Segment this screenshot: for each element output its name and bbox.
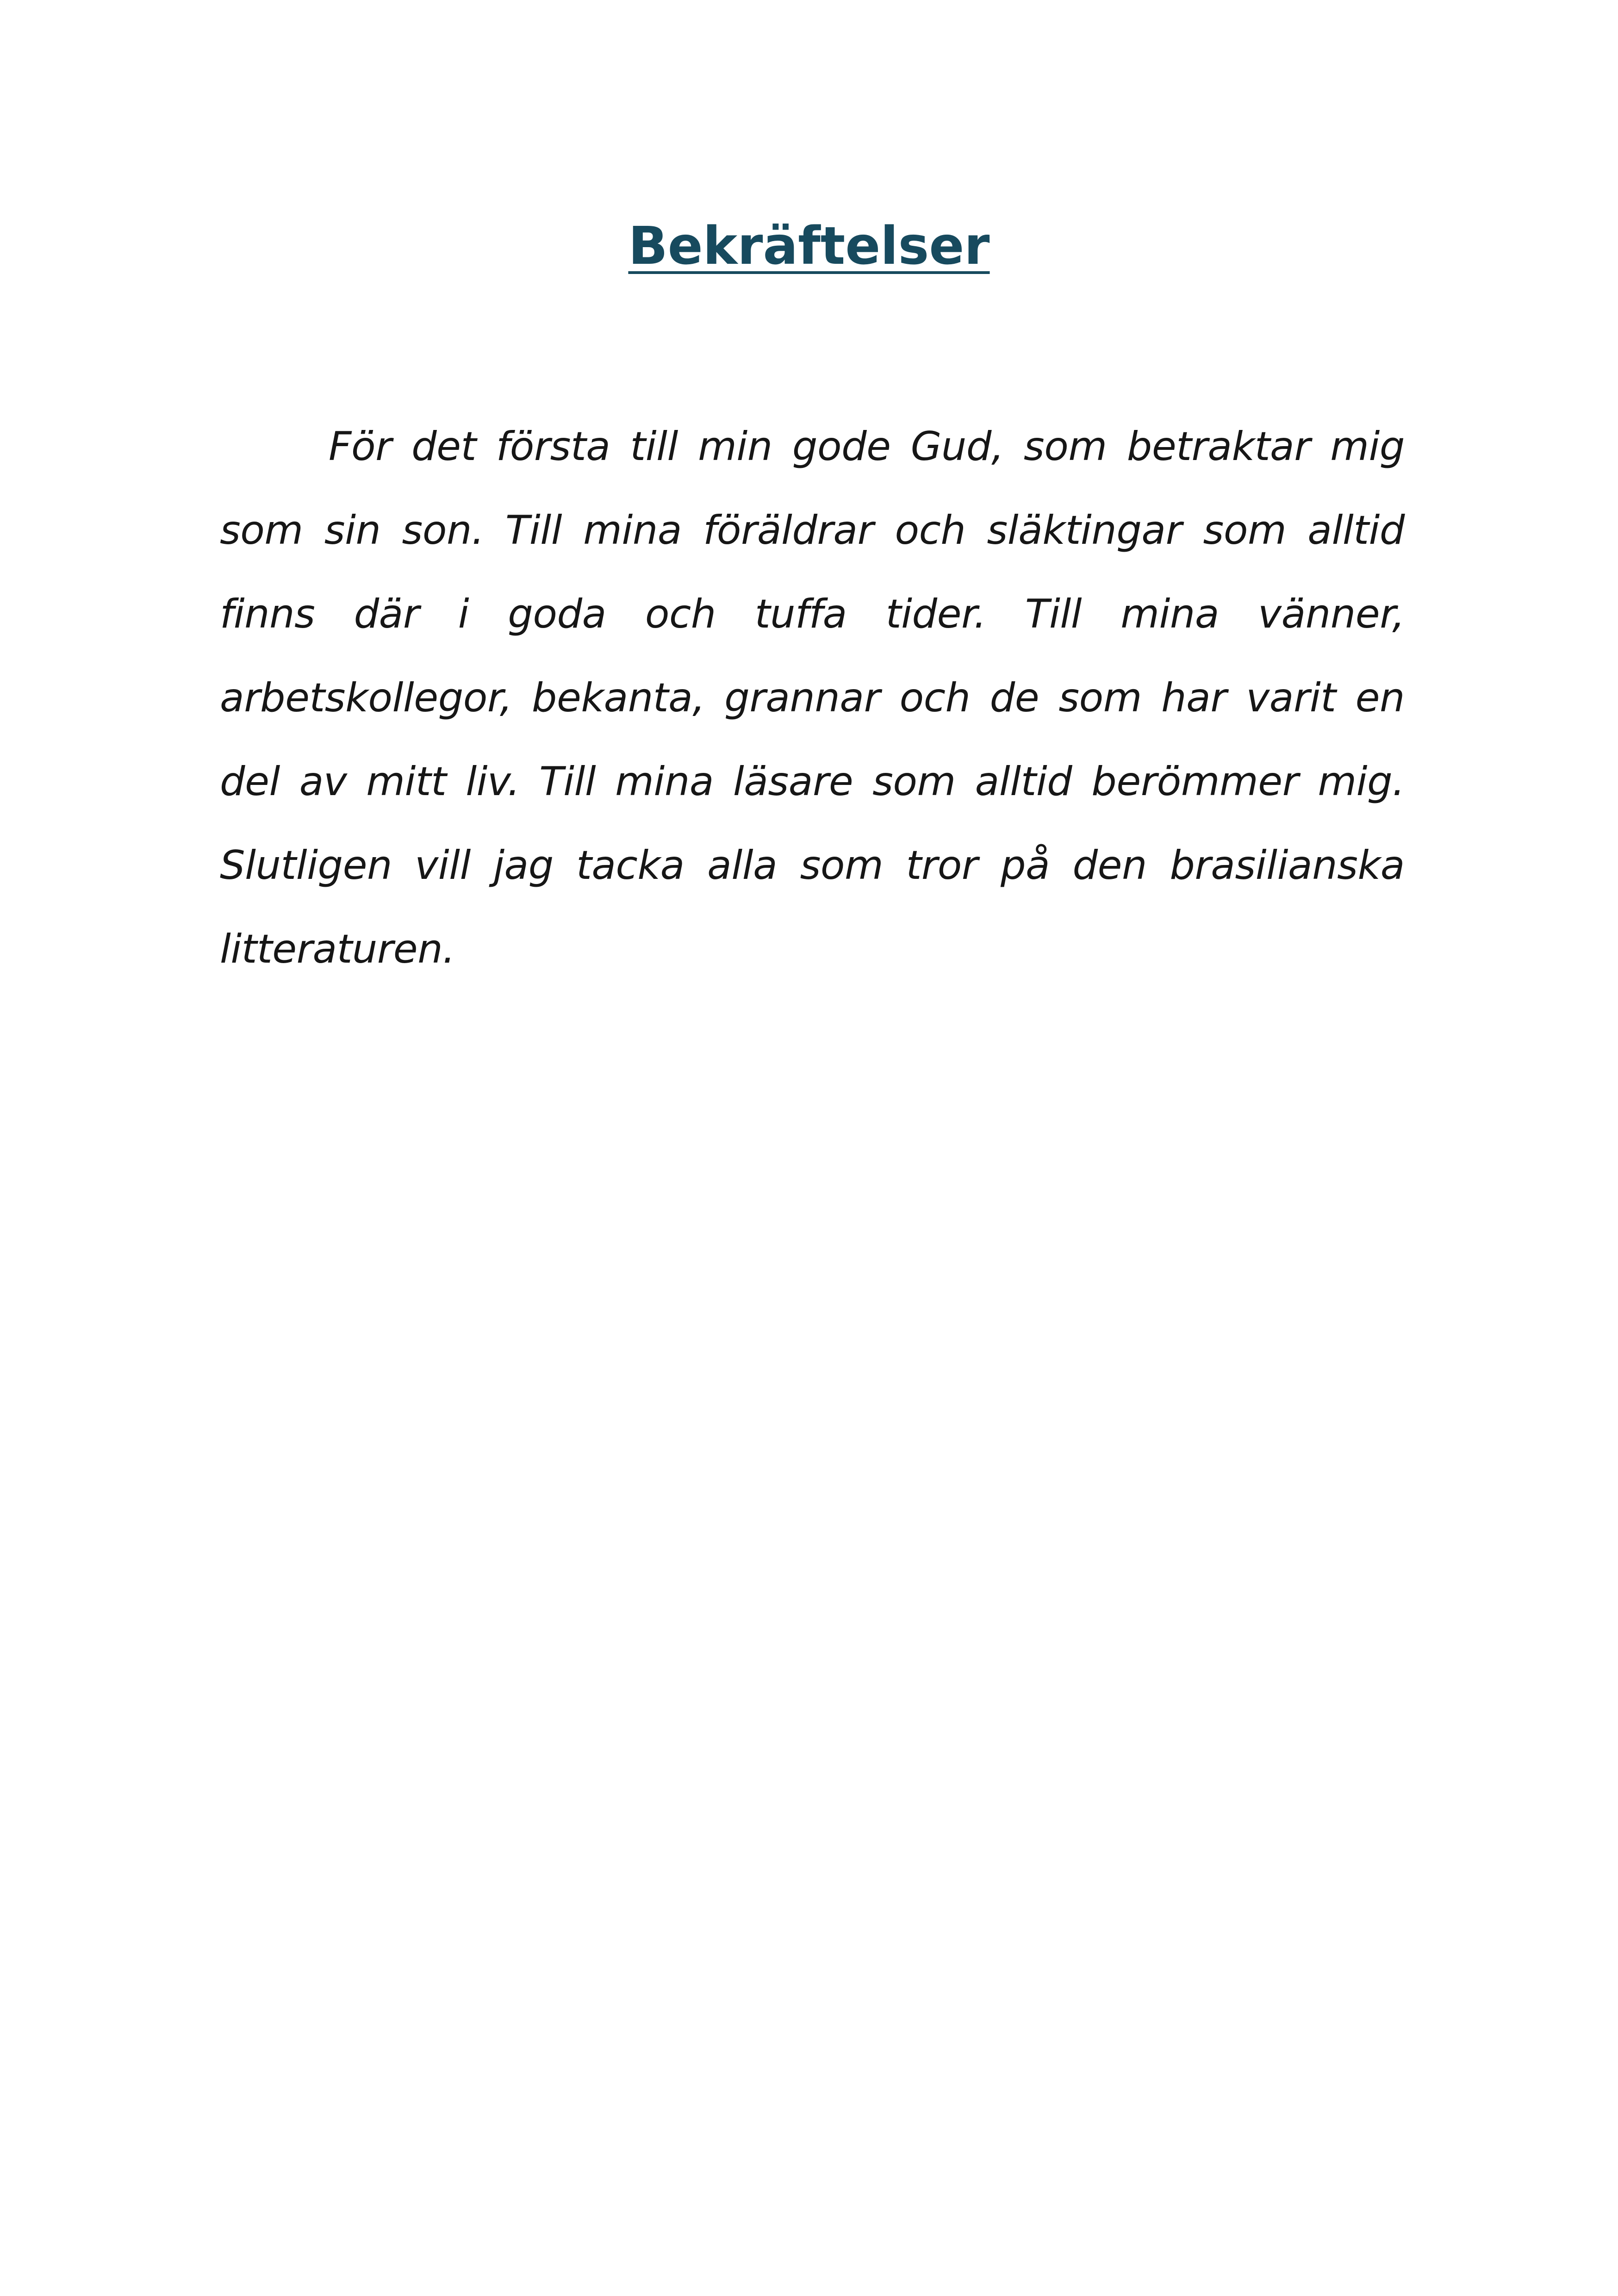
page-title: Bekräftelser bbox=[628, 216, 990, 276]
acknowledgement-paragraph: För det första till min gode Gud, som betraktar mig som sin son. Till mina föräldrar och släktingar som alltid finns där i goda och tuffa tider. Till mina vänner, arbetskollegor, bekanta, grannar och de som har varit en del av mitt liv. Till mina läsare som alltid berömmer mig. Slutligen vill jag tacka alla som tror på den brasilianska litteraturen. bbox=[220, 423, 1405, 972]
